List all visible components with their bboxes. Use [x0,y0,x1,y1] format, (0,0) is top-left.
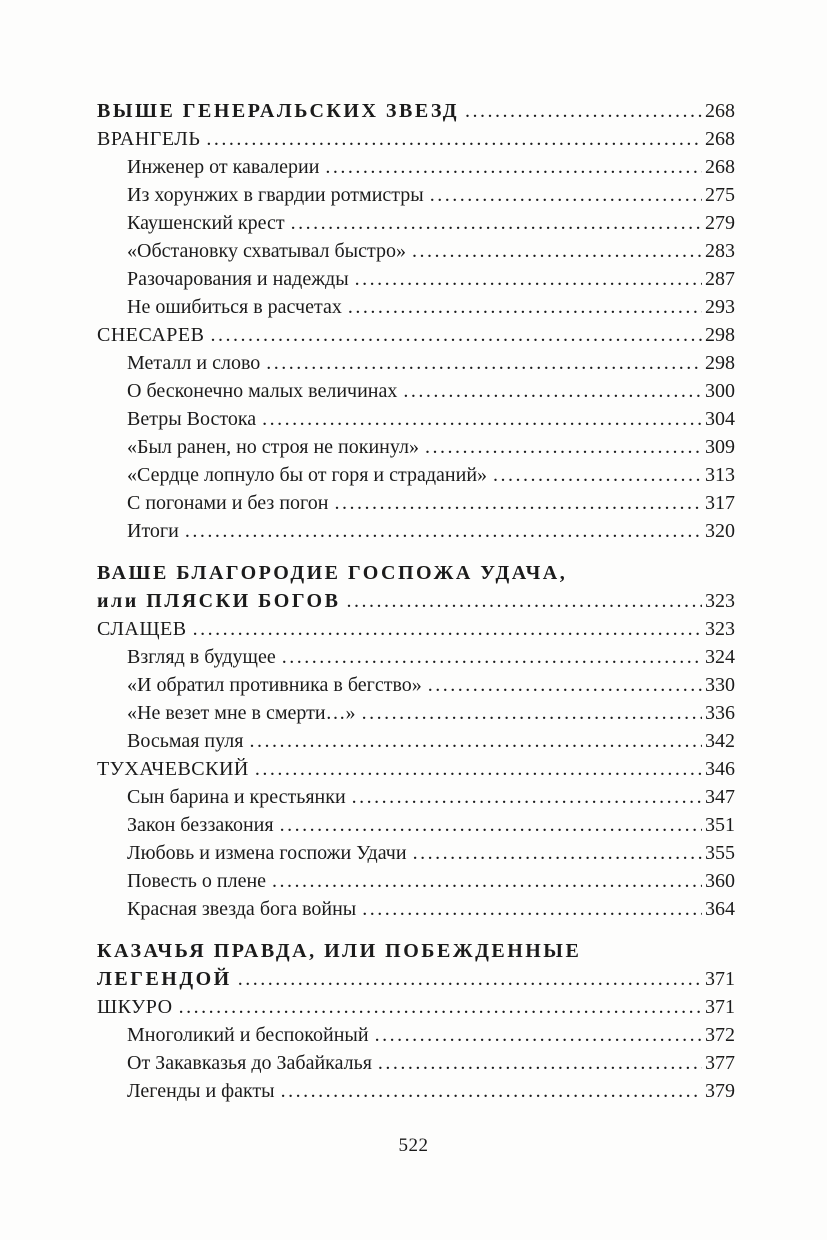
toc-line [97,615,735,643]
toc-entry-chapter [97,993,735,1021]
toc-line [97,839,735,867]
dot-leader [291,209,702,237]
toc-entry-section [97,895,735,923]
toc-entry-title: ВАШЕ БЛАГОРОДИЕ ГОСПОЖА УДАЧА, [97,562,568,584]
toc-entry-section [97,181,735,209]
toc-entry-page: 342 [705,730,735,752]
toc-entry-page: 268 [705,100,735,122]
dot-leader [325,153,702,181]
toc-entry-part [97,559,735,615]
toc-entry-title: Каушенский крест [127,212,285,234]
toc-entry-section [97,671,735,699]
toc-entry-page: 309 [705,436,735,458]
toc-line [97,293,735,321]
toc-line [97,209,735,237]
toc-entry-part [97,937,735,993]
toc-line [97,265,735,293]
toc-entry-section [97,349,735,377]
toc-entry-page: 275 [705,184,735,206]
toc-entry-section [97,377,735,405]
dot-leader [266,349,702,377]
dot-leader [206,125,702,153]
toc-entry-title: Ветры Востока [127,408,257,430]
dot-leader [193,615,702,643]
toc-line [97,181,735,209]
toc-entry-title: СЛАЩЕВ [97,618,187,640]
toc-entry-title: Разочарования и надежды [127,268,349,290]
dot-leader [425,433,702,461]
dot-leader [249,727,702,755]
toc-entry-title: Из хорунжих в гвардии ротмистры [127,184,424,206]
dot-leader [238,965,702,993]
toc-entry-part [97,97,735,125]
toc-line [97,811,735,839]
toc-entry-page: 283 [705,240,735,262]
toc-entry-title: С погонами и без погон [127,492,329,514]
toc-entry-section [97,517,735,545]
toc-entry-title: Металл и слово [127,352,261,374]
toc-list [97,97,735,1105]
toc-entry-section [97,153,735,181]
dot-leader [280,811,702,839]
dot-leader [262,405,702,433]
toc-entry-title: Восьмая пуля [127,730,244,752]
dot-leader [362,895,702,923]
toc-entry-title: КАЗАЧЬЯ ПРАВДА, ИЛИ ПОБЕЖДЕННЫЕ [97,940,582,962]
toc-entry-page: 268 [705,156,735,178]
toc-line [97,461,735,489]
toc-entry-page: 279 [705,212,735,234]
toc-line [97,433,735,461]
dot-leader [272,867,702,895]
toc-line [97,895,735,923]
toc-entry-section [97,237,735,265]
toc-line [97,153,735,181]
toc-entry-page: 371 [705,968,735,990]
toc-entry-title: Сын барина и крестьянки [127,786,346,808]
toc-line [97,671,735,699]
toc-entry-chapter [97,615,735,643]
toc-entry-page: 320 [705,520,735,542]
toc-entry-section [97,209,735,237]
toc-line [97,125,735,153]
toc-line [97,783,735,811]
toc-entry-section [97,839,735,867]
toc-entry-title: ВЫШЕ ГЕНЕРАЛЬСКИХ ЗВЕЗД [97,100,459,122]
toc-entry-section [97,433,735,461]
toc-entry-title: ШКУРО [97,996,173,1018]
toc-entry-section [97,461,735,489]
toc-entry-title: Многоликий и беспокойный [127,1024,369,1046]
toc-line [97,755,735,783]
toc-entry-title: От Закавказья до Забайкалья [127,1052,372,1074]
toc-entry-title: «Обстановку схватывал быстро» [127,240,406,262]
toc-entry-page: 287 [705,268,735,290]
toc-entry-page: 323 [705,618,735,640]
toc-line [97,1049,735,1077]
toc-entry-page: 372 [705,1024,735,1046]
toc-entry-page: 377 [705,1052,735,1074]
toc-entry-title: «Не везет мне в смерти…» [127,702,356,724]
toc-line [97,727,735,755]
dot-leader [375,1021,702,1049]
toc-entry-section [97,643,735,671]
toc-entry-page: 300 [705,380,735,402]
toc-entry-page: 293 [705,296,735,318]
dot-leader [281,1077,702,1105]
dot-leader [403,377,702,405]
toc-entry-chapter [97,755,735,783]
toc-line [97,965,735,993]
toc-entry-section [97,489,735,517]
toc-entry-section [97,405,735,433]
toc-entry-section [97,1021,735,1049]
toc-entry-page: 364 [705,898,735,920]
dot-leader [428,671,702,699]
toc-line [97,559,735,587]
toc-entry-page: 304 [705,408,735,430]
dot-leader [210,321,702,349]
toc-line [97,1021,735,1049]
page-number: 522 [398,1135,429,1156]
toc-entry-title: Не ошибиться в расчетах [127,296,342,318]
dot-leader [430,181,702,209]
toc-entry-title: «Сердце лопнуло бы от горя и страданий» [127,464,488,486]
dot-leader [255,755,702,783]
toc-line [97,237,735,265]
toc-entry-page: 379 [705,1080,735,1102]
dot-leader [352,783,702,811]
toc-entry-section [97,293,735,321]
toc-line [97,867,735,895]
dot-leader [355,265,702,293]
toc-entry-page: 360 [705,870,735,892]
toc-entry-title: Закон беззакония [127,814,274,836]
dot-leader [412,237,702,265]
toc-entry-title: Инженер от кавалерии [127,156,320,178]
toc-entry-page: 298 [705,324,735,346]
toc-entry-page: 336 [705,702,735,724]
toc-line [97,937,735,965]
toc-line [97,405,735,433]
toc-entry-page: 351 [705,814,735,836]
toc-entry-title: «Был ранен, но строя не покинул» [127,436,419,458]
toc-entry-title: «И обратил противника в бегство» [127,674,422,696]
dot-leader [179,993,702,1021]
toc-entry-section [97,867,735,895]
dot-leader [493,461,702,489]
toc-entry-page: 355 [705,842,735,864]
dot-leader [334,489,702,517]
dot-leader [346,587,702,615]
toc-entry-section [97,1077,735,1105]
dot-leader [348,293,702,321]
toc-entry-page: 268 [705,128,735,150]
toc-line [97,993,735,1021]
toc-entry-page: 323 [705,590,735,612]
toc-entry-page: 371 [705,996,735,1018]
toc-entry-title: СНЕСАРЕВ [97,324,205,346]
toc-entry-title: Итоги [127,520,179,542]
toc-line [97,517,735,545]
toc-line [97,1077,735,1105]
toc-entry-section [97,699,735,727]
toc-entry-page: 298 [705,352,735,374]
toc-entry-section [97,811,735,839]
toc-entry-title: Любовь и измена госпожи Удачи [127,842,407,864]
toc-entry-title: ВРАНГЕЛЬ [97,128,201,150]
toc-entry-page: 313 [705,464,735,486]
dot-leader [362,699,702,727]
toc-entry-section [97,1049,735,1077]
toc-line [97,349,735,377]
toc-line [97,97,735,125]
toc-entry-title: О бесконечно малых величинах [127,380,398,402]
toc-entry-page: 317 [705,492,735,514]
toc-line [97,643,735,671]
toc-entry-title: или ПЛЯСКИ БОГОВ [97,590,341,612]
toc-entry-page: 324 [705,646,735,668]
toc-entry-chapter [97,321,735,349]
toc-line [97,321,735,349]
toc-line [97,587,735,615]
toc-line [97,489,735,517]
toc-entry-section [97,727,735,755]
dot-leader [465,97,702,125]
toc-entry-title: ЛЕГЕНДОЙ [97,968,232,990]
toc-entry-page: 330 [705,674,735,696]
toc-line [97,377,735,405]
dot-leader [282,643,702,671]
toc-line [97,699,735,727]
toc-entry-title: ТУХАЧЕВСКИЙ [97,758,249,780]
toc-entry-page: 346 [705,758,735,780]
toc-entry-title: Взгляд в будущее [127,646,276,668]
dot-leader [413,839,702,867]
toc-entry-title: Повесть о плене [127,870,267,892]
toc-entry-title: Легенды и факты [127,1080,275,1102]
toc-entry-section [97,265,735,293]
dot-leader [185,517,702,545]
toc-entry-page: 347 [705,786,735,808]
toc-entry-section [97,783,735,811]
toc-entry-chapter [97,125,735,153]
toc-entry-title: Красная звезда бога войны [127,898,357,920]
dot-leader [378,1049,702,1077]
table-of-contents [97,97,735,1105]
